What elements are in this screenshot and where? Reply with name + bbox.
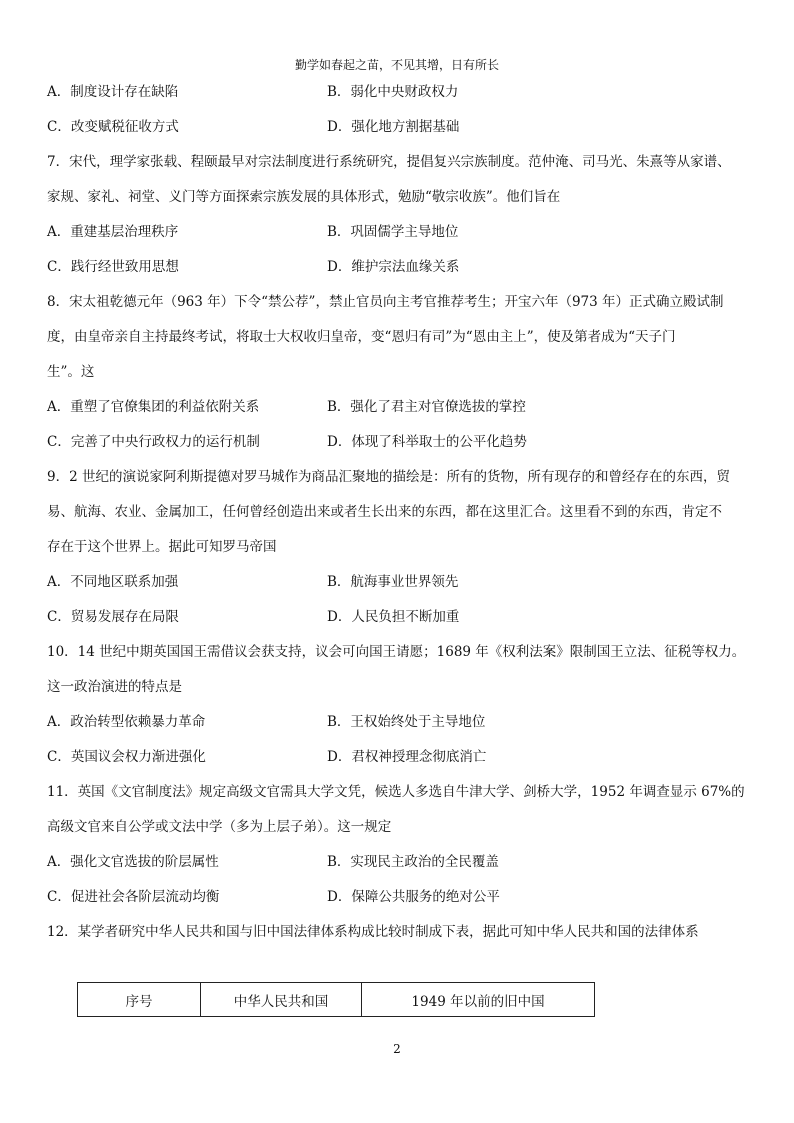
table-header-cell: 1949 年以前的旧中国 — [362, 983, 595, 1017]
q11-option-d: D．保障公共服务的绝对公平 — [327, 889, 500, 905]
q8-stem-line3: 生”。这 — [47, 364, 95, 380]
table-header-cell: 序号 — [78, 983, 201, 1017]
q11-option-a: A．强化文官选拔的阶层属性 — [47, 854, 219, 870]
q10-option-c: C．英国议会权力渐进强化 — [47, 749, 206, 765]
q6-option-a: A．制度设计存在缺陷 — [47, 84, 179, 100]
q7-option-d: D．维护宗法血缘关系 — [327, 259, 460, 275]
q9-stem-line3: 存在于这个世界上。据此可知罗马帝国 — [47, 539, 277, 555]
q8-option-a: A．重塑了官僚集团的利益依附关系 — [47, 399, 260, 415]
q11-option-c: C．促进社会各阶层流动均衡 — [47, 889, 220, 905]
q10-option-a: A．政治转型依赖暴力革命 — [47, 714, 206, 730]
q11-option-b: B．实现民主政治的全民覆盖 — [327, 854, 499, 870]
q6-option-c: C．改变赋税征收方式 — [47, 119, 179, 135]
q6-option-b: B．弱化中央财政权力 — [327, 84, 459, 100]
q8-stem-line1: 8．宋太祖乾德元年（963 年）下令“禁公荐”，禁止官员向主考官推荐考生；开宝六年（973 年）正式确立殿试制 — [47, 294, 724, 310]
q7-option-b: B．巩固儒学主导地位 — [327, 224, 459, 240]
table-header-row — [78, 983, 595, 1017]
comparison-table — [77, 982, 595, 1017]
q8-option-b: B．强化了君主对官僚选拔的掌控 — [327, 399, 526, 415]
q7-option-c: C．践行经世致用思想 — [47, 259, 179, 275]
q9-option-b: B．航海事业世界领先 — [327, 574, 459, 590]
q8-option-d: D．体现了科举取士的公平化趋势 — [327, 434, 527, 450]
page-header-motto: 勤学如春起之苗，不见其增，日有所长 — [294, 58, 499, 72]
q10-option-d: D．君权神授理念彻底消亡 — [327, 749, 487, 765]
q10-stem-line2: 这一政治演进的特点是 — [47, 679, 182, 695]
q9-option-c: C．贸易发展存在局限 — [47, 609, 179, 625]
q9-stem-line1: 9．2 世纪的演说家阿利斯提德对罗马城作为商品汇聚地的描绘是：所有的货物，所有现存的和曾经存在的东西，贸 — [47, 469, 730, 485]
q6-option-d: D．强化地方割据基础 — [327, 119, 460, 135]
q11-stem-line1: 11．英国《文官制度法》规定高级文官需具大学文凭，候选人多选自牛津大学、剑桥大学，1952 年调查显示 67%的 — [47, 784, 745, 800]
q8-option-c: C．完善了中央行政权力的运行机制 — [47, 434, 260, 450]
page-number: 2 — [393, 1042, 401, 1056]
table-header-cell: 中华人民共和国 — [201, 983, 362, 1017]
q7-stem-line2: 家规、家礼、祠堂、义门等方面探索宗族发展的具体形式，勉励“敬宗收族”。他们旨在 — [47, 189, 561, 205]
q7-option-a: A．重建基层治理秩序 — [47, 224, 179, 240]
q10-option-b: B．王权始终处于主导地位 — [327, 714, 486, 730]
q7-stem-line1: 7．宋代，理学家张载、程颐最早对宗法制度进行系统研究，提倡复兴宗族制度。范仲淹、司马光、朱熹等从家谱、 — [47, 154, 731, 170]
q9-stem-line2: 易、航海、农业、金属加工，任何曾经创造出来或者生长出来的东西，都在这里汇合。这里看不到的东西，肯定不 — [47, 504, 722, 520]
q9-option-d: D．人民负担不断加重 — [327, 609, 460, 625]
q10-stem-line1: 10．14 世纪中期英国国王需借议会获支持，议会可向国王请愿；1689 年《权利法案》限制国王立法、征税等权力。 — [47, 644, 746, 660]
q8-stem-line2: 度，由皇帝亲自主持最终考试，将取士大权收归皇帝，变“恩归有司”为“恩由主上”，使及第者成为“天子门 — [47, 329, 676, 345]
q11-stem-line2: 高级文官来自公学或文法中学（多为上层子弟）。这一规定 — [47, 819, 392, 835]
q12-stem-line1: 12．某学者研究中华人民共和国与旧中国法律体系构成比较时制成下表，据此可知中华人民共和国的法律体系 — [47, 924, 699, 940]
q9-option-a: A．不同地区联系加强 — [47, 574, 179, 590]
